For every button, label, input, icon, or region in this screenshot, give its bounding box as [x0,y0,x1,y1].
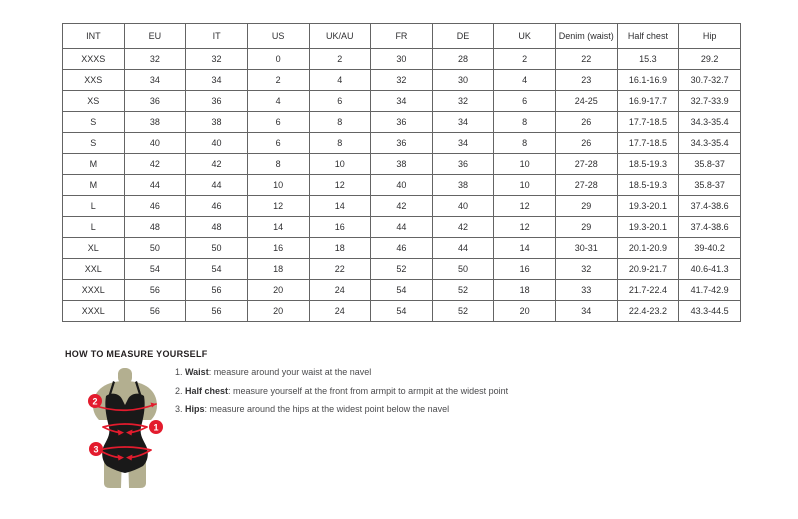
table-cell: 34 [432,112,494,133]
table-cell: S [63,133,125,154]
size-table-head [63,24,741,49]
table-cell: 36 [124,91,186,112]
table-cell: 34 [556,301,618,322]
table-row [63,175,741,196]
table-cell: 50 [186,238,248,259]
table-cell: 0 [247,49,309,70]
table-cell: 6 [309,91,371,112]
table-cell: 16 [494,259,556,280]
size-table [62,23,741,322]
table-cell: 34 [124,70,186,91]
table-cell: 35.8-37 [679,154,741,175]
table-cell: 36 [432,154,494,175]
table-cell: 56 [124,301,186,322]
table-cell: 26 [556,112,618,133]
table-cell: 16.9-17.7 [617,91,679,112]
table-cell: 12 [494,196,556,217]
table-cell: 17.7-18.5 [617,133,679,154]
table-cell: 34.3-35.4 [679,133,741,154]
table-cell: XXXL [63,280,125,301]
table-cell: 32 [432,91,494,112]
table-cell: 36 [371,112,433,133]
column-header: Half chest [617,24,679,49]
table-cell: 27-28 [556,154,618,175]
column-header: FR [371,24,433,49]
table-cell: XXXL [63,301,125,322]
table-cell: 38 [124,112,186,133]
table-cell: 22.4-23.2 [617,301,679,322]
table-cell: 40 [432,196,494,217]
table-cell: 14 [309,196,371,217]
table-cell: 48 [186,217,248,238]
table-cell: 42 [432,217,494,238]
table-cell: 34 [186,70,248,91]
table-cell: XXS [63,70,125,91]
measure-step: 2. Half chest: measure yourself at the front from armpit to armpit at the widest point [175,385,509,396]
table-cell: 15.3 [617,49,679,70]
table-cell: 8 [309,112,371,133]
measure-step: 3. Hips: measure around the hips at the widest point below the navel [175,404,450,414]
table-cell: 34.3-35.4 [679,112,741,133]
table-cell: 22 [556,49,618,70]
table-cell: 27-28 [556,175,618,196]
table-cell: 36 [186,91,248,112]
column-header: DE [432,24,494,49]
table-cell: 39-40.2 [679,238,741,259]
measure-step-label: Half chest [185,385,229,396]
measure-step: 1. Waist: measure around your waist at the navel [175,367,372,377]
measurement-figure-illustration [79,366,171,492]
table-cell: 20.9-21.7 [617,259,679,280]
table-cell: 34 [432,133,494,154]
table-cell: 44 [124,175,186,196]
table-cell: M [63,175,125,196]
table-row [63,112,741,133]
table-cell: 54 [371,301,433,322]
badge-1-number: 1 [153,422,159,433]
table-cell: XS [63,91,125,112]
table-cell: 30 [371,49,433,70]
table-cell: 12 [309,175,371,196]
table-cell: 34 [371,91,433,112]
table-cell: 18 [494,280,556,301]
table-row [63,301,741,322]
table-cell: 35.8-37 [679,175,741,196]
table-cell: 24 [309,280,371,301]
table-cell: 10 [494,175,556,196]
table-row [63,259,741,280]
table-cell: 40 [186,133,248,154]
table-cell: 21.7-22.4 [617,280,679,301]
table-cell: XXL [63,259,125,280]
table-cell: 26 [556,133,618,154]
column-header: IT [186,24,248,49]
table-cell: 32 [186,49,248,70]
table-cell: 6 [494,91,556,112]
table-row [63,217,741,238]
table-cell: 24-25 [556,91,618,112]
table-cell: 30.7-32.7 [679,70,741,91]
table-cell: 32 [371,70,433,91]
column-header: EU [124,24,186,49]
table-cell: XXXS [63,49,125,70]
table-cell: 19.3-20.1 [617,196,679,217]
table-cell: 4 [247,91,309,112]
column-header: INT [63,24,125,49]
table-cell: 8 [247,154,309,175]
table-cell: 19.3-20.1 [617,217,679,238]
table-cell: 20 [247,280,309,301]
table-cell: 54 [186,259,248,280]
table-cell: 18 [247,259,309,280]
column-header: UK [494,24,556,49]
table-cell: L [63,217,125,238]
table-cell: 29.2 [679,49,741,70]
table-cell: 29 [556,196,618,217]
table-cell: 40.6-41.3 [679,259,741,280]
table-cell: 10 [309,154,371,175]
table-cell: 14 [494,238,556,259]
table-cell: 24 [309,301,371,322]
table-cell: 38 [432,175,494,196]
column-header: Hip [679,24,741,49]
table-cell: 16 [309,217,371,238]
table-cell: 29 [556,217,618,238]
table-cell: 40 [124,133,186,154]
table-cell: 12 [247,196,309,217]
table-cell: 8 [494,133,556,154]
table-cell: 10 [247,175,309,196]
table-cell: 30 [432,70,494,91]
table-cell: 2 [309,49,371,70]
table-cell: 16 [247,238,309,259]
table-cell: 33 [556,280,618,301]
table-cell: 28 [432,49,494,70]
table-cell: 12 [494,217,556,238]
table-cell: 36 [371,133,433,154]
table-cell: 2 [247,70,309,91]
table-cell: 16.1-16.9 [617,70,679,91]
measure-step-label: Waist [185,367,209,377]
table-cell: 44 [371,217,433,238]
table-cell: 46 [124,196,186,217]
column-header: US [247,24,309,49]
table-cell: S [63,112,125,133]
table-row [63,49,741,70]
table-cell: 37.4-38.6 [679,196,741,217]
table-cell: 46 [186,196,248,217]
table-cell: 30-31 [556,238,618,259]
table-cell: 56 [124,280,186,301]
table-cell: 40 [371,175,433,196]
size-table-body [63,49,741,322]
table-cell: 4 [494,70,556,91]
badge-3-number: 3 [93,444,99,455]
table-cell: 37.4-38.6 [679,217,741,238]
table-cell: 10 [494,154,556,175]
table-cell: 42 [371,196,433,217]
table-cell: 48 [124,217,186,238]
table-cell: M [63,154,125,175]
column-header: UK/AU [309,24,371,49]
size-chart-section [62,23,741,322]
table-cell: 52 [432,280,494,301]
table-cell: 20 [494,301,556,322]
badge-2-number: 2 [92,396,98,407]
table-cell: 18.5-19.3 [617,175,679,196]
table-cell: L [63,196,125,217]
table-cell: 8 [494,112,556,133]
table-cell: 56 [186,301,248,322]
table-cell: 23 [556,70,618,91]
table-cell: 32.7-33.9 [679,91,741,112]
table-row [63,280,741,301]
table-cell: 17.7-18.5 [617,112,679,133]
table-row [63,70,741,91]
table-row [63,91,741,112]
table-row [63,196,741,217]
table-cell: 44 [432,238,494,259]
table-cell: 38 [371,154,433,175]
table-cell: 20 [247,301,309,322]
measure-section-title: HOW TO MEASURE YOURSELF [65,349,208,359]
table-cell: 42 [186,154,248,175]
table-cell: XL [63,238,125,259]
table-cell: 20.1-20.9 [617,238,679,259]
table-cell: 22 [309,259,371,280]
measure-step-label: Hips [185,404,205,414]
table-row [63,154,741,175]
table-cell: 54 [124,259,186,280]
table-cell: 50 [432,259,494,280]
table-cell: 52 [432,301,494,322]
table-row [63,238,741,259]
table-cell: 56 [186,280,248,301]
table-cell: 52 [371,259,433,280]
table-cell: 54 [371,280,433,301]
measure-instructions-list [175,366,595,422]
table-row [63,133,741,154]
table-cell: 38 [186,112,248,133]
table-cell: 32 [124,49,186,70]
table-cell: 18.5-19.3 [617,154,679,175]
table-cell: 46 [371,238,433,259]
table-cell: 41.7-42.9 [679,280,741,301]
table-cell: 4 [309,70,371,91]
table-cell: 32 [556,259,618,280]
table-cell: 6 [247,133,309,154]
table-cell: 18 [309,238,371,259]
table-cell: 50 [124,238,186,259]
table-cell: 43.3-44.5 [679,301,741,322]
table-cell: 8 [309,133,371,154]
table-cell: 44 [186,175,248,196]
column-header: Denim (waist) [556,24,618,49]
table-cell: 6 [247,112,309,133]
header-row [63,24,741,49]
table-cell: 14 [247,217,309,238]
table-cell: 42 [124,154,186,175]
table-cell: 2 [494,49,556,70]
